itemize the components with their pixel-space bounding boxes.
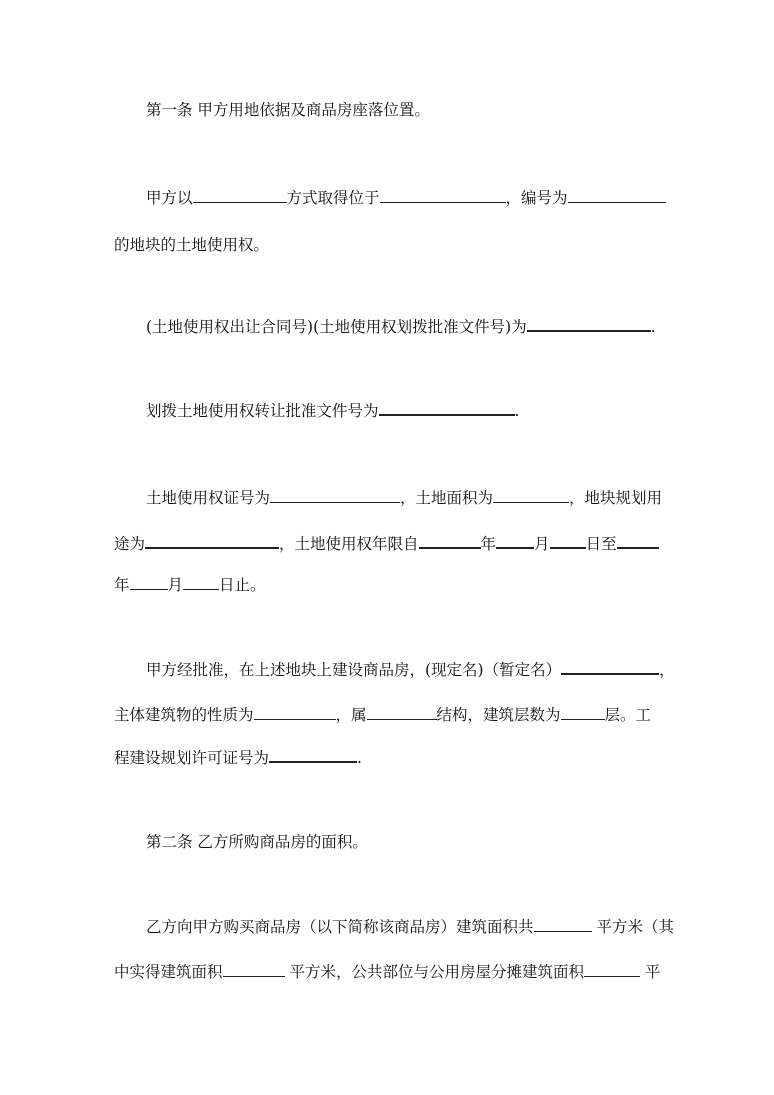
start-year-blank[interactable]: [419, 533, 481, 549]
article-1-para-1-line-1: 甲方以 方式取得位于 ，编号为: [146, 188, 666, 208]
land-number-blank[interactable]: [568, 188, 666, 203]
contract-number-blank[interactable]: [527, 316, 651, 332]
article-2-heading: 第二条 乙方所购商品房的面积。: [146, 833, 368, 851]
transfer-approval-number-blank[interactable]: [379, 400, 515, 416]
land-location-blank[interactable]: [380, 188, 506, 203]
start-month-blank[interactable]: [496, 533, 534, 549]
total-building-area-blank[interactable]: [534, 917, 592, 932]
article-1-para-4-line-3: 年 月 日止。: [114, 576, 266, 594]
land-use-purpose-blank[interactable]: [145, 533, 279, 549]
article-1-para-4-line-2: 途为 ，土地使用权年限自 年 月 日至: [114, 533, 659, 554]
article-1-para-5-line-2: 主体建筑物的性质为 ，属 结构，建筑层数为 层。工: [114, 706, 652, 724]
article-1-para-2: (土地使用权出让合同号)(土地使用权划拨批准文件号)为 .: [146, 318, 656, 336]
article-1-para-1-line-2: 的地块的土地使用权。: [114, 236, 270, 254]
article-2-para-1-line-1: 乙方向甲方购买商品房（以下简称该商品房）建筑面积共 平方米（其: [146, 918, 674, 936]
article-2-para-1-line-2: 中实得建筑面积 平方米，公共部位与公用房屋分摊建筑面积 平: [114, 963, 661, 981]
land-acquisition-method-blank[interactable]: [193, 188, 287, 203]
floor-count-blank[interactable]: [561, 705, 605, 720]
article-1-para-5-line-1: 甲方经批准，在上述地块上建设商品房，(现定名)（暂定名） ，: [146, 661, 675, 679]
article-1-para-5-line-3: 程建设规划许可证号为 .: [114, 749, 362, 767]
actual-building-area-blank[interactable]: [223, 962, 285, 977]
article-1-heading: 第一条 甲方用地依据及商品房座落位置。: [146, 101, 430, 119]
shared-building-area-blank[interactable]: [584, 962, 640, 977]
land-area-blank[interactable]: [493, 488, 569, 503]
land-certificate-number-blank[interactable]: [270, 488, 400, 503]
planning-permit-number-blank[interactable]: [269, 747, 357, 763]
building-nature-blank[interactable]: [254, 705, 336, 720]
start-day-blank[interactable]: [550, 533, 586, 549]
structure-type-blank[interactable]: [367, 705, 437, 720]
end-day-blank[interactable]: [183, 575, 219, 590]
end-month-blank[interactable]: [130, 575, 168, 590]
building-name-blank[interactable]: [561, 659, 659, 675]
article-1-para-3: 划拨土地使用权转让批准文件号为 .: [146, 402, 520, 420]
article-1-para-4-line-1: 土地使用权证号为 ，土地面积为 ，地块规划用: [146, 489, 663, 507]
end-year-blank-1[interactable]: [617, 533, 659, 549]
